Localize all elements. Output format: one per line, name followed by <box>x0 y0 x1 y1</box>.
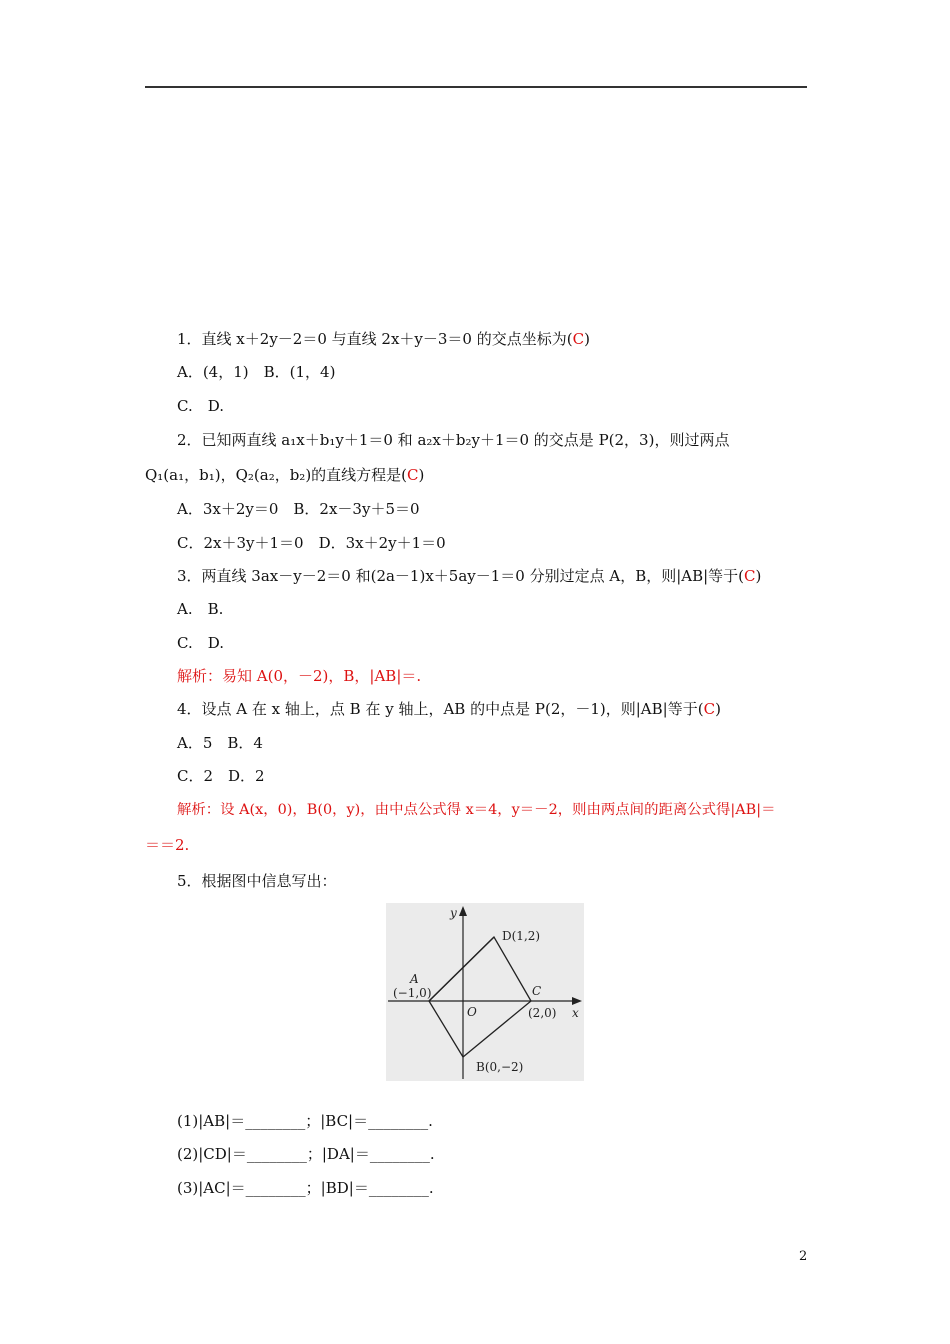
x-axis-arrow-icon <box>572 997 582 1005</box>
q4-stem: 4．设点 A 在 x 轴上，点 B 在 y 轴上，AB 的中点是 P(2，－1)，则|AB|等于(C) <box>177 700 721 718</box>
quadrilateral-ABCD <box>429 937 531 1057</box>
label-point-C-coord: (2,0) <box>528 1006 557 1020</box>
q2-options-cd: C．2x＋3y＋1＝0 D．3x＋2y＋1＝0 <box>177 534 446 552</box>
q3-stem: 3．两直线 3ax－y－2＝0 和(2a－1)x＋5ay－1＝0 分别过定点 A，B，则|AB|等于(C) <box>177 567 762 585</box>
q3-solution: 解析：易知 A(0，－2)，B，|AB|＝. <box>177 667 422 685</box>
q3-options-cd: C. D. <box>177 634 224 652</box>
q2-stem-line2: Q₁(a₁，b₁)，Q₂(a₂，b₂)的直线方程是(C) <box>145 466 425 484</box>
label-axis-x: x <box>572 1006 579 1020</box>
q1-answer: C <box>572 330 585 348</box>
q3-options-ab: A. B. <box>177 600 224 618</box>
q5-blank-2: (2)|CD|＝________；|DA|＝________. <box>177 1145 435 1163</box>
label-axis-y: y <box>450 906 457 920</box>
label-point-A-coord: (−1,0) <box>393 986 432 1000</box>
q2-options-ab: A．3x＋2y＝0 B．2x－3y＋5＝0 <box>177 500 420 518</box>
header-rule <box>145 86 807 88</box>
q5-blank-3: (3)|AC|＝________；|BD|＝________. <box>177 1179 434 1197</box>
label-point-C-name: C <box>532 984 542 998</box>
label-point-D: D(1,2) <box>502 929 541 943</box>
y-axis-arrow-icon <box>459 906 467 916</box>
q5-stem: 5．根据图中信息写出： <box>177 872 337 890</box>
q1-options-cd: C. D. <box>177 397 224 415</box>
q1-stem: 1．直线 x＋2y－2＝0 与直线 2x＋y－3＝0 的交点坐标为(C) <box>177 330 590 348</box>
q4-answer: C <box>703 700 716 718</box>
figure-svg <box>386 903 584 1081</box>
label-point-A-name: A <box>410 972 419 986</box>
q3-answer: C <box>744 567 756 585</box>
q5-blank-1: (1)|AB|＝________；|BC|＝________. <box>177 1112 433 1130</box>
q4-solution-line2: ＝＝2. <box>145 836 190 854</box>
label-origin: O <box>467 1005 477 1019</box>
q4-options-ab: A．5 B．4 <box>177 734 263 752</box>
q4-solution-line1: 解析：设 A(x，0)，B(0，y)，由中点公式得 x＝4，y＝－2，则由两点间的距离公式得|AB|＝ <box>177 802 776 818</box>
label-point-B: B(0,−2) <box>476 1060 524 1074</box>
q1-options-ab: A．(4，1) B．(1，4) <box>177 363 336 381</box>
q2-answer: C <box>407 466 419 484</box>
page-number: 2 <box>799 1249 808 1264</box>
q4-options-cd: C．2 D．2 <box>177 767 265 785</box>
q2-stem-line1: 2．已知两直线 a₁x＋b₁y＋1＝0 和 a₂x＋b₂y＋1＝0 的交点是 P(2，3)，则过两点 <box>177 431 730 449</box>
segment-AD <box>429 937 494 1001</box>
coordinate-figure <box>386 903 584 1081</box>
